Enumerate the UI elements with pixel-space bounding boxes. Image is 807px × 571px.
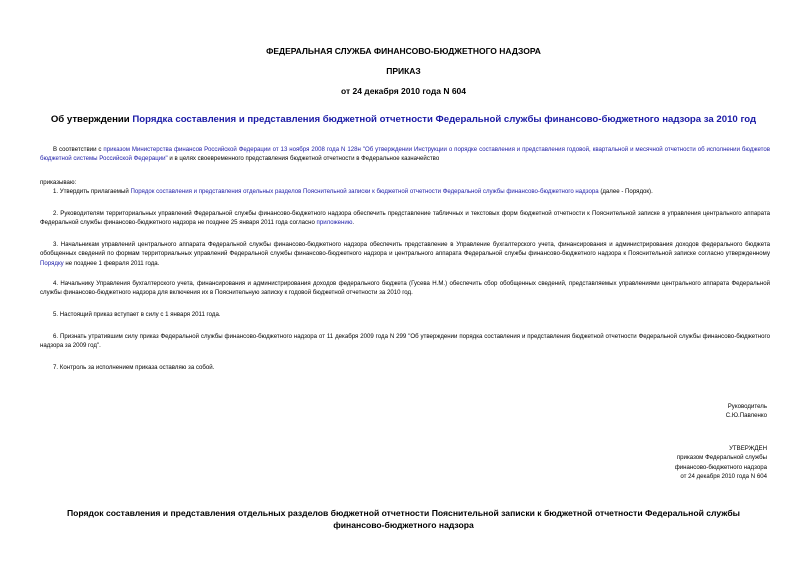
approval-line-3: финансово-бюджетного надзора [674,463,767,471]
title-prefix: Об утверждении [50,114,133,125]
preamble-text-2: и в целях своевременного представления бюджетной отчетности в Федеральное казначейство [167,155,440,163]
doc-date-number: от 24 декабря 2010 года N 604 [340,86,467,96]
appendix-title: Порядок составления и представления отдельных разделов бюджетной отчетности Пояснительной записки к бюджетной отчетности Федеральной службы финансово-бюджетного надзора [66,508,741,530]
preamble [40,145,770,164]
item-3 [40,240,770,268]
title-link[interactable]: Порядка составления и представления бюджетной отчетности Федеральной службы финансово-бюджетного надзора за 2010 год [132,114,757,125]
preamble-text-1: В соответствии с [53,146,104,153]
item-1-text-a: 1. Утвердить прилагаемый [53,188,131,195]
item-2-text-b: . [352,219,355,227]
item-3-link-procedure[interactable]: Порядку [40,259,64,267]
document-title [20,114,787,126]
signature-name: С.Ю.Павленко [725,412,767,420]
signature-role: Руководитель [727,403,767,410]
item-5: 5. Настоящий приказ вступает в силу с 1 января 2011 года. [53,311,221,318]
approval-block [675,444,767,482]
preamble-link-order-128n[interactable]: приказом Министерства финансов Российской Федерации от 13 ноября 2008 года N 128н "Об утверждении Инструкции о порядке составления и представления годовой, квартальной и месячной отчетности об исполнении бюджетов бюджетной системы Российской Федерации" [40,146,771,163]
item-1-text-b: (далее - Порядок). [598,188,653,195]
item-3-text-b: не позднее 1 февраля 2011 года. [63,259,160,267]
item-1-link-procedure[interactable]: Порядок составления и представления отдельных разделов Пояснительной записки к бюджетной отчетности Федеральной службы финансово-бюджетного надзора [130,188,599,195]
item-2 [40,209,770,228]
item-3-text-a: 3. Начальникам управлений центрального аппарата Федеральной службы финансово-бюджетного надзора обеспечить представление в Управление бухгалтерского учета, финансирования и администрирования доходов федерального бюджета обобщенных сведений по формам территориальных управлений Федеральной службы финансово-бюджетного надзора и центрального аппарата Федеральной службы финансово-бюджетного надзора к Пояснительной записке согласно утвержденному [40,241,770,258]
orders-label: приказываю: [40,179,77,186]
approval-line-2: приказом Федеральной службы [676,454,767,462]
item-7: 7. Контроль за исполнением приказа оставляю за собой. [53,364,215,371]
approval-line-1: УТВЕРЖДЕН [729,445,767,452]
doc-type: ПРИКАЗ [386,66,421,76]
item-2-text-a: 2. Руководителям территориальных управлений Федеральной службы финансово-бюджетного надзора обеспечить представление табличных и текстовых форм бюджетной отчетности к Пояснительной записке в управления центрального аппарата Федеральной службы финансово-бюджетного надзора не позднее 25 января 2011 года согласно [40,210,770,227]
approval-line-4: от 24 декабря 2010 года N 604 [680,473,767,481]
signature-block [726,402,767,421]
item-6: 6. Признать утратившим силу приказ Федеральной службы финансово-бюджетного надзора от 11 декабря 2009 года N 299 "Об утверждении порядка составления и представления бюджетной отчетности Федеральной службы финансово-бюджетного надзора за 2009 год". [40,333,770,350]
item-1 [40,187,770,196]
agency-name: ФЕДЕРАЛЬНАЯ СЛУЖБА ФИНАНСОВО-БЮДЖЕТНОГО НАДЗОРА [266,46,541,56]
item-2-link-appendix[interactable]: приложению [316,219,353,227]
item-4: 4. Начальнику Управления бухгалтерского учета, финансирования и администрирования доходов федерального бюджета (Гусева Н.М.) обеспечить сбор обобщенных сведений, представляемых управлениями центрального аппарата Федеральной службы финансово-бюджетного надзора для включения их в Пояснительную записку к годовой бюджетной отчетности за 2010 год. [40,280,770,297]
